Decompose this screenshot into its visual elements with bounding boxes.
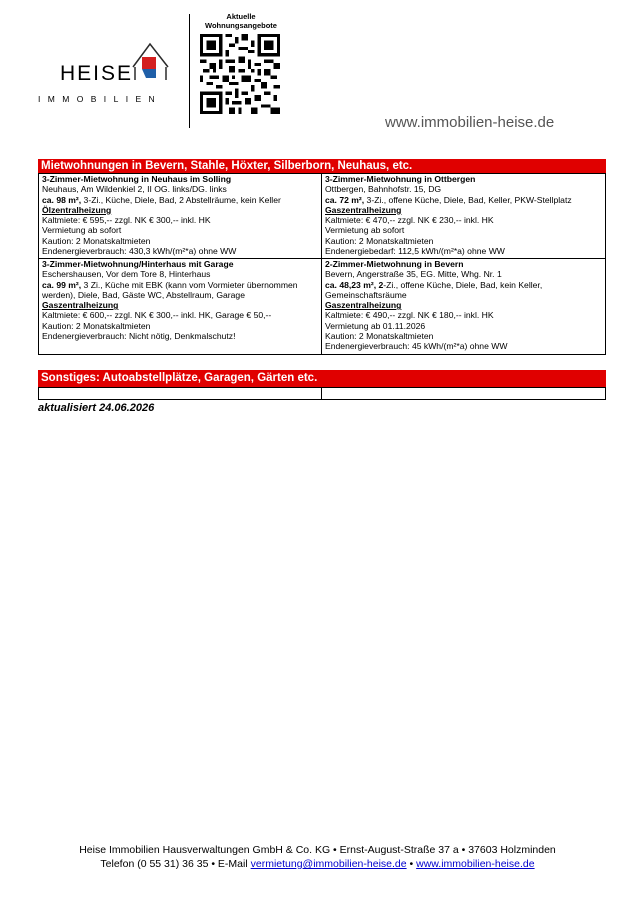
qr-code-icon[interactable] — [200, 34, 280, 114]
listing-heating: Gaszentralheizung — [325, 300, 402, 311]
listing-title: 3-Zimmer-Mietwohnung in Neuhaus im Solling — [42, 174, 232, 184]
listing-energy: Endenergieverbrauch: 45 kWh/(m²*a) ohne WW — [325, 341, 508, 352]
listing-deposit: Kaution: 2 Monatskaltmieten — [325, 331, 434, 342]
listing-deposit: Kaution: 2 Monatskaltmieten — [325, 235, 434, 246]
section-heading-apartments: Mietwohnungen in Bevern, Stahle, Höxter, Silberborn, Neuhaus, etc. — [38, 159, 606, 174]
listing-details: 3 Zi., Küche mit EBK (kann vom Vormieter übernommen werden), Diele, Bad, Gäste WC, Abstellraum, Garage — [42, 279, 298, 300]
qr-caption: Aktuelle Wohnungsangebote — [205, 12, 277, 30]
listing-availability: Vermietung ab sofort — [42, 225, 122, 236]
listing-rent: Kaltmiete: € 600,-- zzgl. NK € 300,-- inkl. HK, Garage € 50,-- — [42, 310, 272, 321]
listing-energy: Endenergiebedarf: 112,5 kWh/(m²*a) ohne WW — [325, 246, 505, 257]
listing-size: ca. 48,23 m², 2 — [325, 279, 384, 290]
listing-availability: Vermietung ab 01.11.2026 — [325, 320, 426, 331]
header-divider — [189, 14, 190, 128]
listing-heating: Ölzentralheizung — [42, 204, 112, 215]
listing-size: ca. 98 m², — [42, 194, 82, 205]
empty-table-cell — [38, 387, 322, 400]
footer-separator: • — [406, 858, 417, 870]
listing-title: 3-Zimmer-Mietwohnung/Hinterhaus mit Garage — [42, 259, 234, 269]
listing-rent: Kaltmiete: € 595,-- zzgl. NK € 300,-- inkl. HK — [42, 215, 211, 226]
logo-subtitle: IMMOBILIEN — [38, 94, 163, 104]
updated-date: aktualisiert 24.06.2026 — [38, 402, 155, 414]
listing-address: Neuhaus, Am Wildenkiel 2, II OG. links/DG. links — [42, 184, 227, 195]
listing-title: 2-Zimmer-Mietwohnung in Bevern — [325, 259, 464, 269]
listing-energy: Endenergieverbrauch: 430,3 kWh/(m²*a) ohne WW — [42, 246, 237, 257]
listing-title: 3-Zimmer-Mietwohnung in Ottbergen — [325, 174, 476, 184]
listing-rent: Kaltmiete: € 490,-- zzgl. NK € 180,-- inkl. HK — [325, 310, 494, 321]
listing-size: ca. 72 m², — [325, 194, 365, 205]
section-heading-other: Sonstiges: Autoabstellplätze, Garagen, Gärten etc. — [38, 370, 606, 387]
footer-website-link[interactable]: www.immobilien-heise.de — [416, 858, 535, 870]
website-header-text: www.immobilien-heise.de — [385, 114, 555, 131]
listing-address: Bevern, Angerstraße 35, EG. Mitte, Whg. Nr. 1 — [325, 269, 502, 280]
logo-wordmark: HEISE — [60, 62, 134, 85]
listing-card — [38, 173, 322, 259]
listing-rent: Kaltmiete: € 470,-- zzgl. NK € 230,-- inkl. HK — [325, 215, 494, 226]
listing-address: Eschershausen, Vor dem Tore 8, Hinterhaus — [42, 269, 211, 280]
footer-email-link[interactable]: vermietung@immobilien-heise.de — [250, 858, 407, 870]
listing-heating: Gaszentralheizung — [42, 300, 119, 311]
footer-phone: Telefon (0 55 31) 36 35 • E-Mail — [100, 858, 251, 870]
listing-details: -Zi., offene Küche, Diele, Bad, kein Keller, Gemeinschaftsräume — [325, 279, 543, 300]
empty-table-cell — [321, 387, 606, 400]
listing-energy: Endenergieverbrauch: Nicht nötig, Denkmalschutz! — [42, 331, 236, 342]
listing-availability: Vermietung ab sofort — [325, 225, 405, 236]
listing-address: Ottbergen, Bahnhofstr. 15, DG — [325, 184, 442, 195]
listing-card — [321, 258, 606, 355]
footer-contact — [0, 858, 635, 870]
listing-deposit: Kaution: 2 Monatskaltmieten — [42, 320, 151, 331]
listing-details: 3-Zi., offene Küche, Diele, Bad, Keller, PKW-Stellplatz — [364, 194, 572, 205]
listing-card — [38, 258, 322, 355]
company-logo — [38, 40, 188, 110]
listing-deposit: Kaution: 2 Monatskaltmieten — [42, 235, 151, 246]
listing-card — [321, 173, 606, 259]
listing-heating: Gaszentralheizung — [325, 204, 402, 215]
listing-details: 3-Zi., Küche, Diele, Bad, 2 Abstellräume, kein Keller — [81, 194, 281, 205]
footer-address: Heise Immobilien Hausverwaltungen GmbH & Co. KG • Ernst-August-Straße 37 a • 37603 Holzminden — [79, 844, 556, 856]
listing-size: ca. 99 m², — [42, 279, 82, 290]
